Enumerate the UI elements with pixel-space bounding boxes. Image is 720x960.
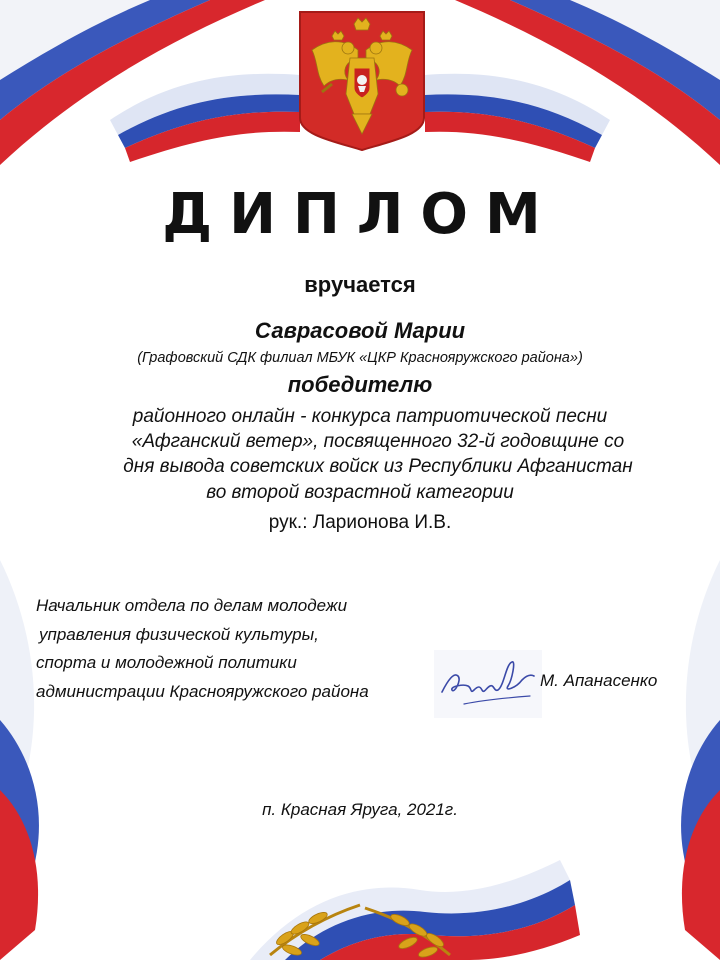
- coat-of-arms-icon: [298, 10, 426, 152]
- leader-name: рук.: Ларионова И.В.: [268, 512, 452, 533]
- signatory-position: [36, 592, 369, 706]
- recipient-organization: (Графовский СДК филиал МБУК «ЦКР Краснояружского района»): [137, 350, 583, 366]
- signatory-position-line: управления физической культуры,: [39, 624, 319, 644]
- signature-icon: [434, 650, 542, 718]
- contest-description: [60, 404, 680, 479]
- contest-line: «Афганский ветер», посвященного 32-й годовщине со: [131, 431, 625, 452]
- awarded-text: вручается: [304, 272, 416, 297]
- age-category: во второй возрастной категории: [206, 482, 514, 503]
- signatory-position-line: администрации Краснояружского района: [36, 681, 369, 701]
- place-date: п. Красная Яруга, 2021г.: [262, 800, 458, 819]
- diploma-title: ДИПЛОМ: [162, 182, 558, 247]
- contest-line: районного онлайн - конкурса патриотической песни: [132, 406, 608, 427]
- signatory-name: М. Апанасенко: [540, 671, 658, 690]
- award-role: победителю: [287, 372, 433, 397]
- signatory-position-line: Начальник отдела по делам молодежи: [36, 596, 348, 615]
- contest-line: дня вывода советских войск из Республики Афганистан: [123, 456, 633, 477]
- recipient-name: Саврасовой Марии: [254, 318, 466, 343]
- signatory-position-line: спорта и молодежной политики: [36, 653, 297, 672]
